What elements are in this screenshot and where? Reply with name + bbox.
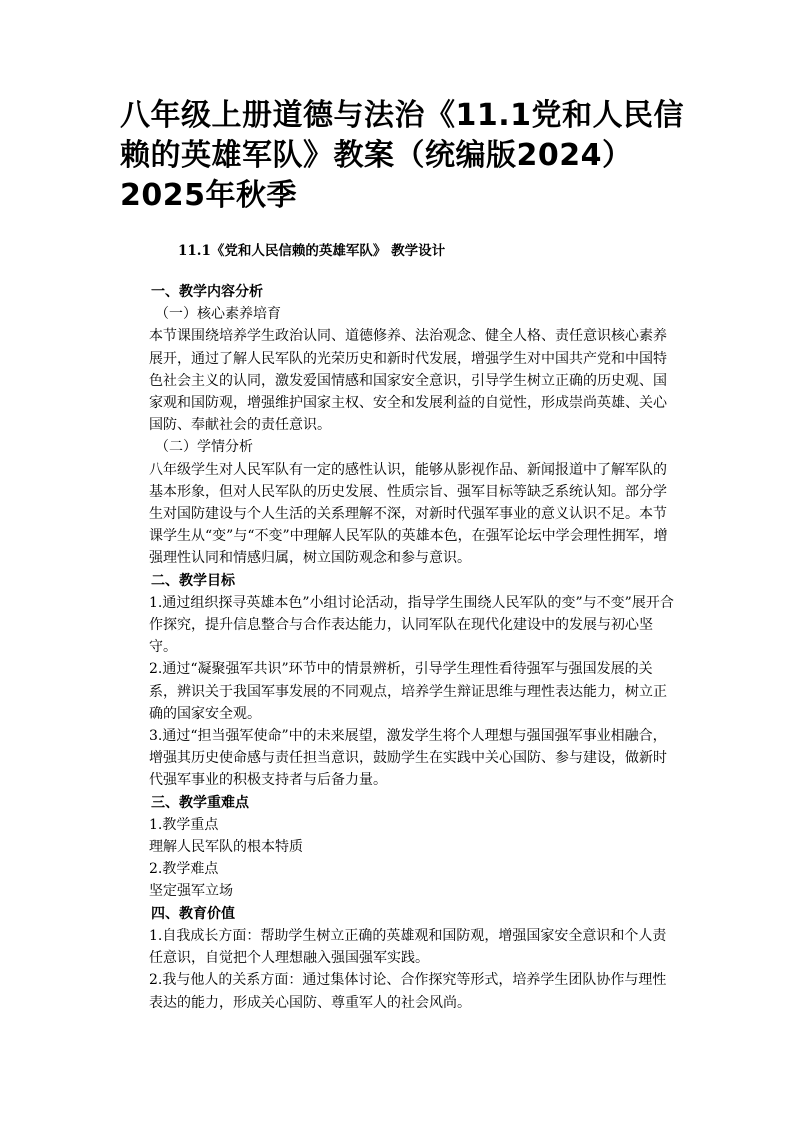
document-body (149, 281, 676, 1014)
document-title: 八年级上册道德与法治《11.1党和人民信赖的英雄军队》教案（统编版2024）2025年秋季 (120, 98, 685, 213)
paragraph-core-literacy-text: 本节课围绕培养学生政治认同、道德修养、法治观念、健全人格、责任意识核心素养展开，通过了解人民军队的光荣历史和新时代发展，增强学生对中国共产党和中国特色社会主义的认同，激发爱国情感和国家安全意识，引导学生树立正确的历史观、国家观和国防观，增强维护国家主权、安全和发展利益的自觉性，形成崇尚英雄、关心国防、奉献社会的责任意识。 (149, 328, 667, 434)
goal-item-3: 3.通过“担当强军使命”中的未来展望，激发学生将个人理想与强国强军事业相融合，增强其历史使命感与责任担当意识，鼓励学生在实践中关心国防、参与建设，做新时代强军事业的积极支持者与后备力量。 (149, 728, 667, 789)
paragraph-core-literacy (149, 325, 676, 436)
value-item-1: 1.自我成长方面：帮助学生树立正确的英雄观和国防观，增强国家安全意识和个人责任意识，自觉把个人理想融入强国强军实践。 (149, 927, 667, 967)
paragraph-student-analysis: 八年级学生对人民军队有一定的感性认识，能够从影视作品、新闻报道中了解军队的基本形象，但对人民军队的历史发展、性质宗旨、强军目标等缺乏系统认知。部分学生对国防建设与个人生活的关系理解不深，对新时代强军事业的意义认识不足。本节课学生从“变”与“不变”中理解人民军队的英雄本色，在强军论坛中学会理性拥军，增强理性认同和情感归属，树立国防观念和参与意识。 (149, 461, 668, 567)
difficulty-text: 坚定强军立场 (149, 883, 233, 900)
subsection-heading-student-analysis: （二）学情分析 (155, 439, 253, 456)
section-heading-content-analysis: 一、教学内容分析 (151, 284, 263, 300)
section-heading-teaching-goals: 二、教学目标 (151, 572, 235, 589)
value-item-2: 2.我与他人的关系方面：通过集体讨论、合作探究等形式，培养学生团队协作与理性表达的能力，形成关心国防、尊重军人的社会风尚。 (149, 972, 667, 1011)
goal-item-1: 1.通过组织探寻英雄本色”小组讨论活动，指导学生围绕人民军队的变”与不变”展开合作探究，提升信息整合与合作表达能力，认同军队在现代化建设中的发展与初心坚守。 (149, 594, 674, 656)
subsection-heading-core-literacy: （一）核心素养培育 (155, 306, 281, 323)
section-heading-educational-value: 四、教育价值 (151, 905, 235, 922)
goal-item-2: 2.通过“凝聚强军共识”环节中的情景辨析，引导学生理性看待强军与强国发展的关系，辨识关于我国军事发展的不同观点，培养学生辩证思维与理性表达能力，树立正确的国家安全观。 (149, 661, 667, 722)
key-point-label: 1.教学重点 (149, 816, 219, 833)
lesson-design-subtitle: 11.1《党和人民信赖的英雄军队》 教学设计 (178, 243, 446, 259)
difficulty-label: 2.教学难点 (149, 861, 219, 878)
key-point-text: 理解人民军队的根本特质 (149, 839, 303, 856)
section-heading-key-difficulties: 三、教学重难点 (151, 794, 249, 811)
